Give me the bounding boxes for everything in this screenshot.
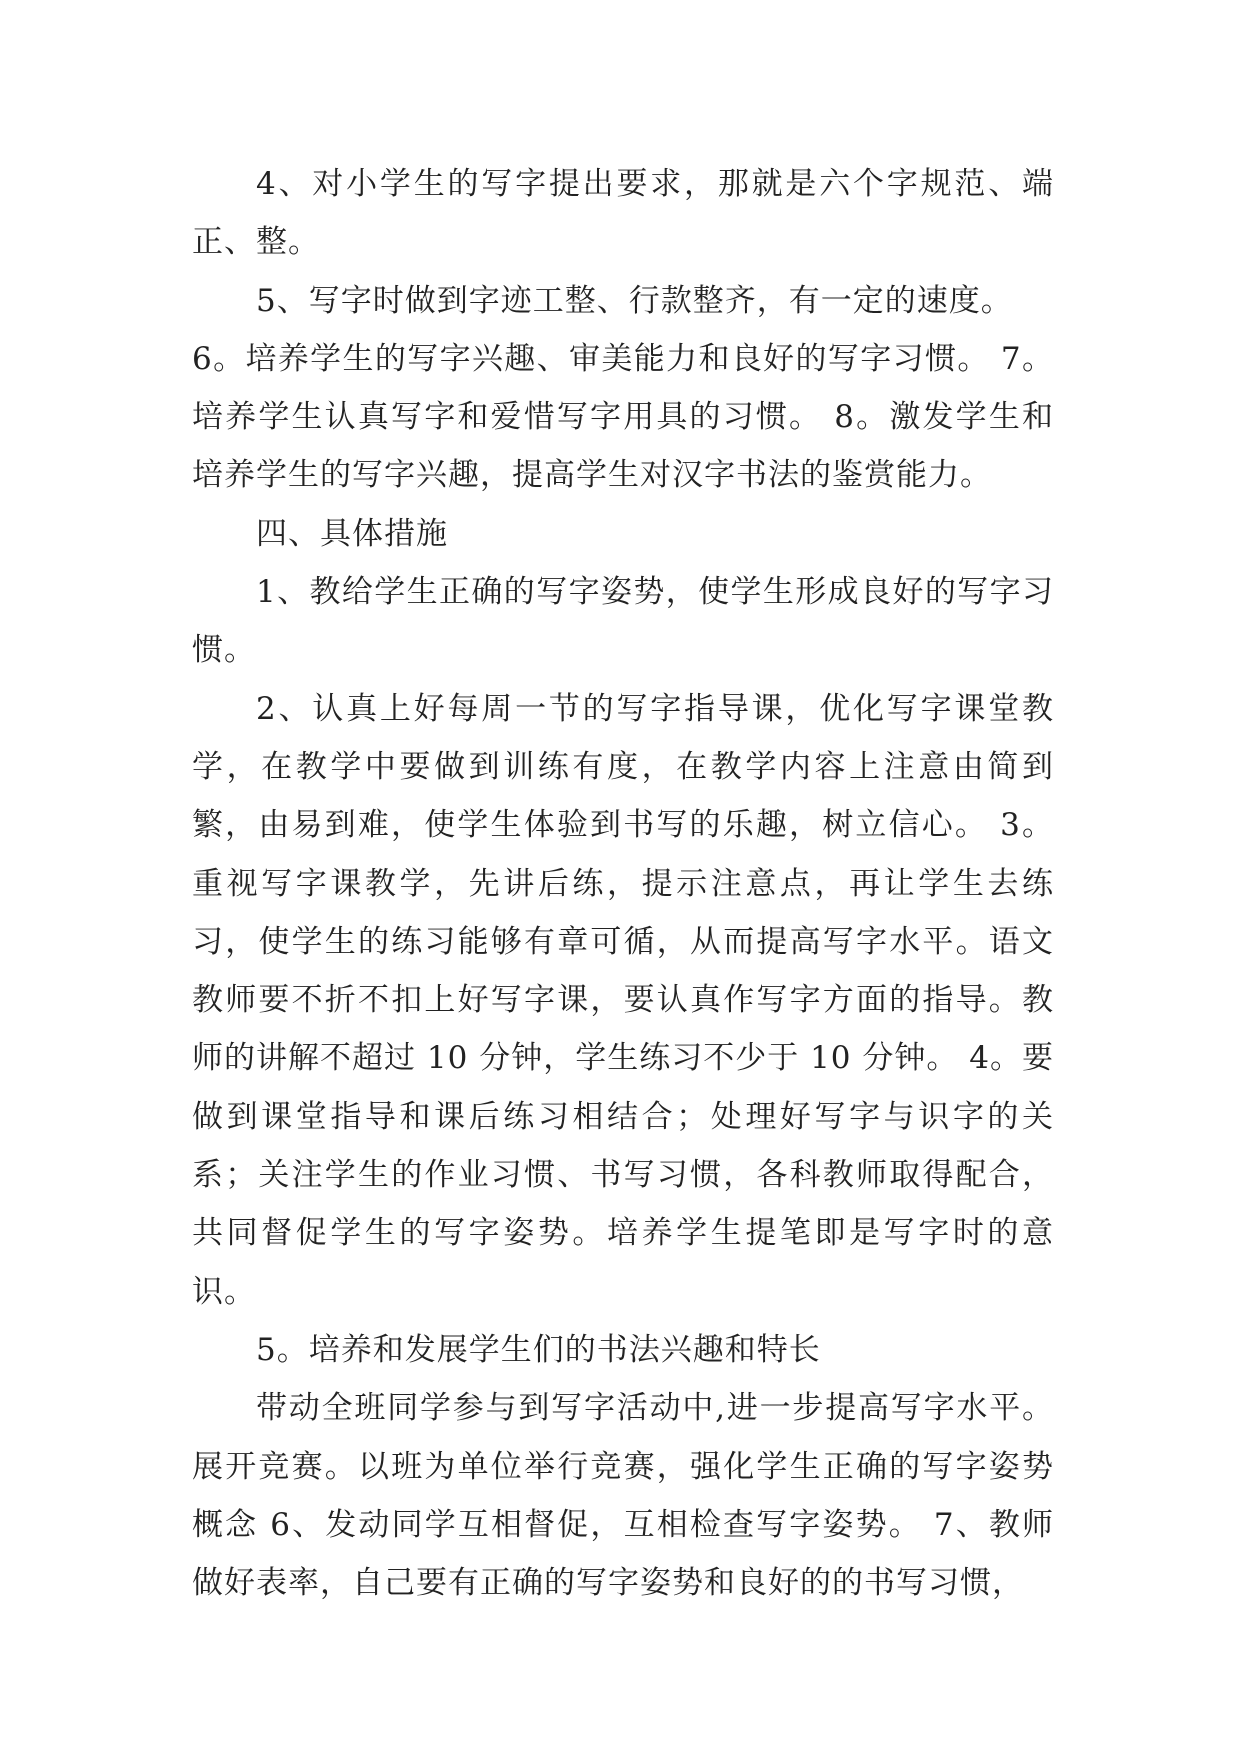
paragraph-interest-habits: 6。培养学生的写字兴趣、审美能力和良好的写字习惯。 7。培养学生认真写字和爱惜写字用具的习惯。 8。激发学生和培养学生的写字兴趣，提高学生对汉字书法的鉴赏能力。	[192, 340, 1054, 494]
paragraph-guidance-class: 2、认真上好每周一节的写字指导课，优化写字课堂教学，在教学中要做到训练有度，在教学内容上注意由简到繁，由易到难，使学生体验到书写的乐趣，树立信心。 3。重视写字课教学，先讲后练，提示注意点，再让学生去练习，使学生的练习能够有章可循，从而提高写字水平。语文教师要不折不扣上好写字课，要认真作写字方面的指导。教师的讲解不超过 10 分钟，学生练习不少于 10 分钟。 4。要做到课堂指导和课后练习相结合；处理好写字与识字的关系；关注学生的作业习惯、书写习惯，各科教师取得配合，共同督促学生的写字姿势。培养学生提笔即是写字时的意识。	[192, 690, 1054, 1310]
paragraph-class-activities: 带动全班同学参与到写字活动中,进一步提高写字水平。展开竞赛。以班为单位举行竞赛，强化学生正确的写字姿势概念 6、发动同学互相督促，互相检查写字姿势。 7、教师做好表率，自己要有正确的写字姿势和良好的的书写习惯，	[192, 1390, 1054, 1602]
document-body	[192, 155, 1054, 1612]
paragraph-writing-speed: 5、写字时做到字迹工整、行款整齐，有一定的速度。	[256, 282, 1013, 319]
paragraph-posture: 1、教给学生正确的写字姿势，使学生形成良好的写字习惯。	[192, 574, 1054, 669]
section-heading-measures: 四、具体措施	[256, 515, 448, 552]
paragraph-calligraphy-interest: 5。培养和发展学生们的书法兴趣和特长	[256, 1331, 821, 1368]
paragraph-requirements: 4、对小学生的写字提出要求，那就是六个字规范、端正、整。	[192, 166, 1054, 261]
